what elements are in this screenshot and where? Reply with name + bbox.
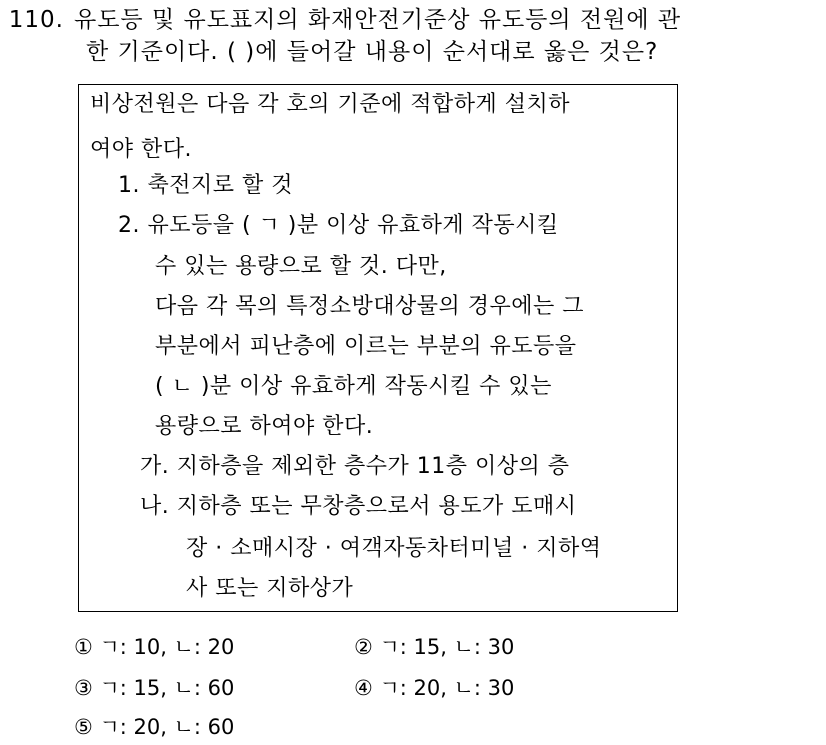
box-line: 장 · 소매시장 · 여객자동차터미널 · 지하역	[186, 536, 602, 561]
question-line-1	[0, 6, 681, 34]
box-line: 나. 지하층 또는 무창층으로서 용도가 도매시	[140, 494, 577, 519]
answer-choice-5[interactable]: ⑤ ㄱ: 20, ㄴ: 60	[74, 715, 235, 739]
box-line: 가. 지하층을 제외한 층수가 11층 이상의 층	[140, 454, 570, 479]
box-line: 여야 한다.	[90, 137, 192, 162]
box-line: 비상전원은 다음 각 호의 기준에 적합하게 설치하	[90, 92, 571, 117]
answer-choice-4[interactable]: ④ ㄱ: 20, ㄴ: 30	[354, 676, 515, 700]
question-line-2: 한 기준이다. ( )에 들어갈 내용이 순서대로 옳은 것은?	[86, 39, 659, 65]
answer-choice-3[interactable]: ③ ㄱ: 15, ㄴ: 60	[74, 676, 235, 700]
box-line: 사 또는 지하상가	[186, 576, 354, 601]
box-line: 다음 각 목의 특정소방대상물의 경우에는 그	[155, 294, 585, 319]
box-line: 수 있는 용량으로 할 것. 다만,	[155, 254, 447, 279]
box-line: 부분에서 피난층에 이르는 부분의 유도등을	[155, 334, 577, 359]
box-line: 용량으로 하여야 한다.	[155, 414, 374, 439]
box-line: ( ㄴ )분 이상 유효하게 작동시킬 수 있는	[155, 374, 552, 399]
answer-choice-2[interactable]: ② ㄱ: 15, ㄴ: 30	[354, 635, 515, 659]
question-text-1: 유도등 및 유도표지의 화재안전기준상 유도등의 전원에 관	[74, 7, 682, 33]
answer-choice-1[interactable]: ① ㄱ: 10, ㄴ: 20	[74, 635, 235, 659]
box-line: 1. 축전지로 할 것	[118, 173, 293, 198]
question-number: 110.	[8, 7, 64, 33]
box-line: 2. 유도등을 ( ㄱ )분 이상 유효하게 작동시킬	[118, 213, 559, 238]
